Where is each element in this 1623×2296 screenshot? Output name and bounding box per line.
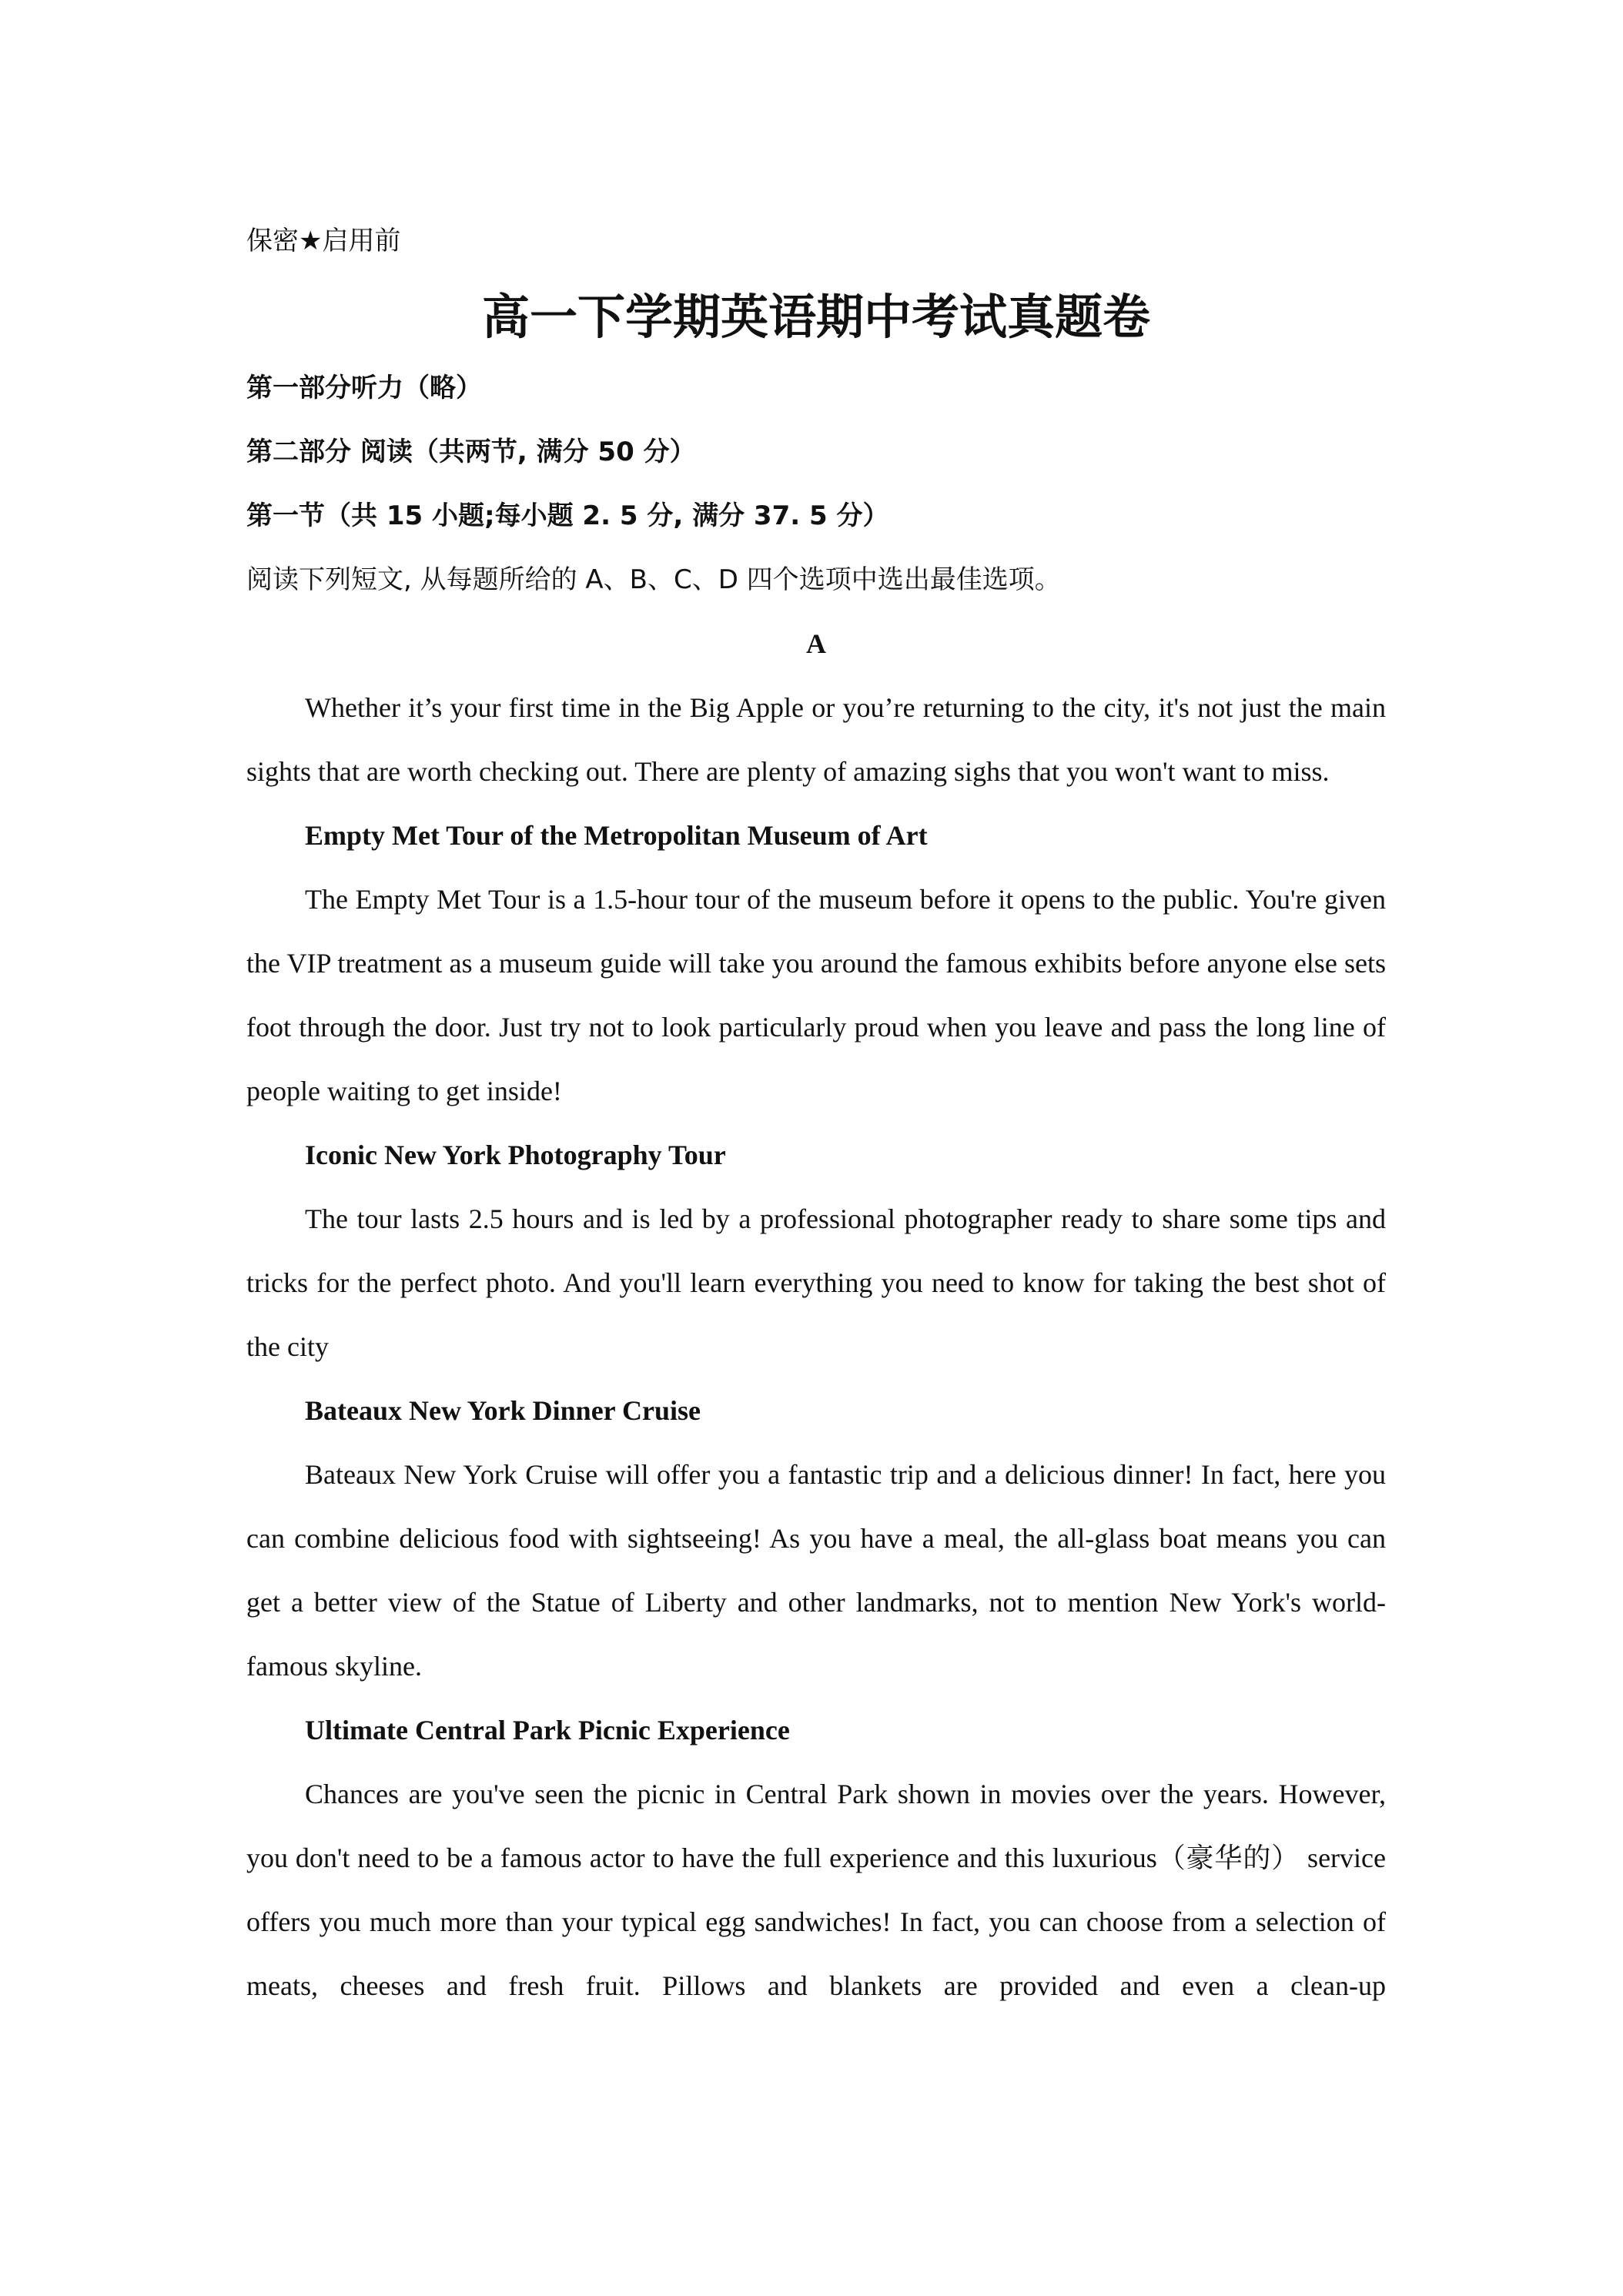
item-heading-met-tour: Empty Met Tour of the Metropolitan Museum of Art [305, 820, 928, 851]
section1-heading: 第一节（共 15 小题;每小题 2. 5 分, 满分 37. 5 分） [246, 500, 889, 531]
passage-intro: Whether it’s your first time in the Big Apple or you’re returning to the city, it's not just the main sights that are worth checking out. There are plenty of amazing sighs that you won't want to miss. [246, 692, 1386, 787]
part1-heading: 第一部分听力（略） [246, 373, 482, 403]
reading-instruction: 阅读下列短文, 从每题所给的 A、B、C、D 四个选项中选出最佳选项。 [246, 564, 1061, 595]
item-text-dinner-cruise: Bateaux New York Cruise will offer you a fantastic trip and a delicious dinner! In fact, here you can combine delicious food with sightseeing! As you have a meal, the all-glass boat means you can get a better view of the Statue of Liberty and other landmarks, not to mention New York's world-famous skyline. [246, 1459, 1386, 1682]
item-text-photography-tour: The tour lasts 2.5 hours and is led by a professional photographer ready to share some tips and tricks for the perfect photo. And you'll learn everything you need to know for taking the best shot of the city [246, 1203, 1386, 1362]
item-heading-picnic: Ultimate Central Park Picnic Experience [305, 1715, 790, 1745]
passage-label: A [806, 628, 826, 659]
document-page [246, 209, 1386, 2018]
page-title: 高一下学期英语期中考试真题卷 [481, 289, 1150, 345]
item-heading-dinner-cruise: Bateaux New York Dinner Cruise [305, 1395, 701, 1426]
item-text-met-tour: The Empty Met Tour is a 1.5-hour tour of the museum before it opens to the public. You're given the VIP treatment as a museum guide will take you around the famous exhibits before anyone else sets foot through the door. Just try not to look particularly proud when you leave and pass the long line of people waiting to get inside! [246, 884, 1386, 1106]
confidential-label: 保密★启用前 [246, 226, 401, 256]
item-heading-photography-tour: Iconic New York Photography Tour [305, 1140, 726, 1170]
item-text-picnic: Chances are you've seen the picnic in Central Park shown in movies over the years. However, you don't need to be a famous actor to have the full experience and this luxurious（豪华的） service offers you much more than your typical egg sandwiches! In fact, you can choose from a selection of meats, cheeses and fresh fruit. Pillows and blankets are provided and even a clean-up [246, 1779, 1386, 2001]
part2-heading: 第二部分 阅读（共两节, 满分 50 分） [246, 437, 696, 467]
